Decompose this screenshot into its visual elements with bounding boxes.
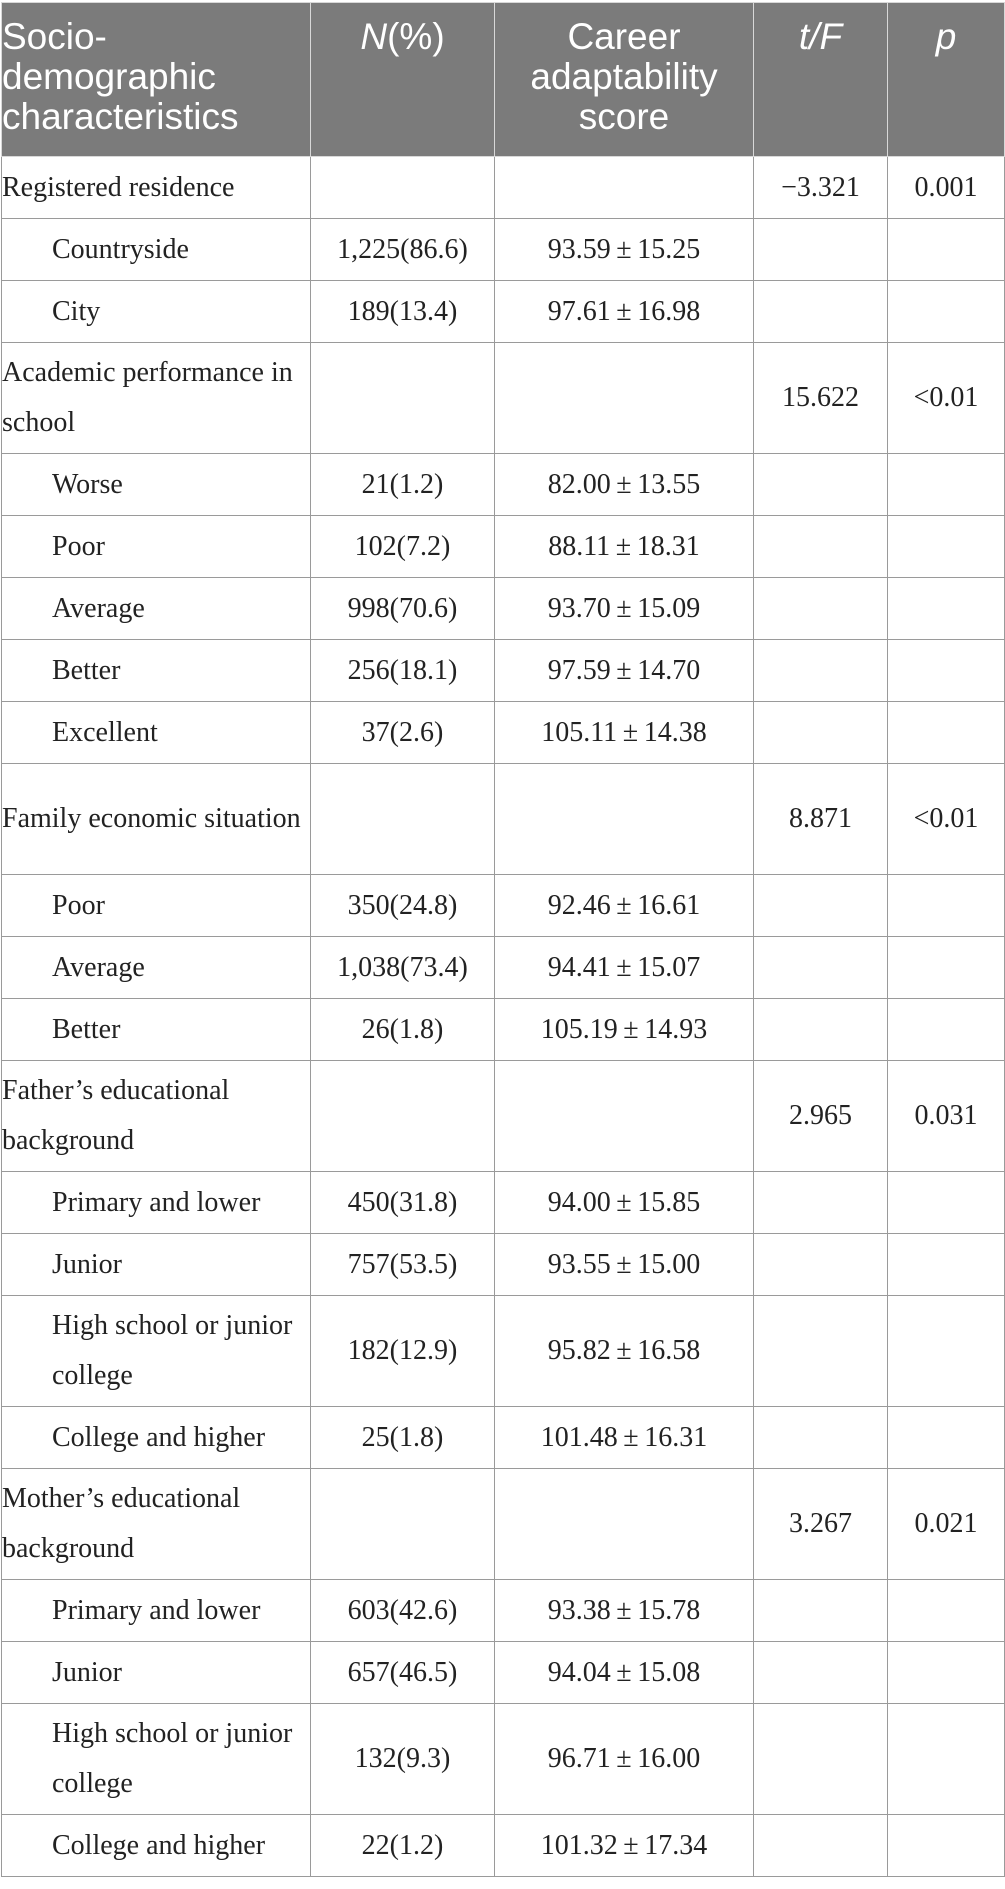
cell-t-f	[754, 937, 888, 999]
table-row	[2, 1704, 1005, 1815]
row-label: High school or junior college	[2, 1296, 311, 1407]
cell-t-f	[754, 1580, 888, 1642]
cell-n	[311, 157, 495, 219]
cell-p	[888, 1704, 1005, 1815]
cell-score: 95.82 ± 16.58	[495, 1296, 754, 1407]
row-label: Worse	[2, 454, 311, 516]
cell-t-f	[754, 640, 888, 702]
table-row	[2, 1407, 1005, 1469]
cell-t-f	[754, 1815, 888, 1877]
cell-score: 82.00 ± 13.55	[495, 454, 754, 516]
header-score: Career adaptability score	[495, 3, 754, 157]
cell-p	[888, 578, 1005, 640]
table-row	[2, 1172, 1005, 1234]
cell-p	[888, 640, 1005, 702]
cell-score: 88.11 ± 18.31	[495, 516, 754, 578]
cell-n: 37(2.6)	[311, 702, 495, 764]
cell-t-f	[754, 875, 888, 937]
header-n-letter: N	[360, 16, 388, 57]
cell-score: 93.70 ± 15.09	[495, 578, 754, 640]
cell-n: 998(70.6)	[311, 578, 495, 640]
row-label: Family economic situation	[2, 764, 311, 875]
table-row	[2, 157, 1005, 219]
row-label: Academic performance in school	[2, 343, 311, 454]
cell-p	[888, 516, 1005, 578]
cell-score: 94.41 ± 15.07	[495, 937, 754, 999]
cell-p	[888, 1815, 1005, 1877]
header-p: p	[888, 3, 1005, 157]
row-label: Better	[2, 999, 311, 1061]
cell-score: 93.55 ± 15.00	[495, 1234, 754, 1296]
table-row	[2, 1296, 1005, 1407]
cell-score	[495, 1061, 754, 1172]
cell-n	[311, 1061, 495, 1172]
table-row	[2, 1469, 1005, 1580]
cell-n: 132(9.3)	[311, 1704, 495, 1815]
cell-t-f	[754, 1172, 888, 1234]
cell-t-f	[754, 516, 888, 578]
row-label: Poor	[2, 516, 311, 578]
cell-score: 93.38 ± 15.78	[495, 1580, 754, 1642]
cell-t-f	[754, 454, 888, 516]
cell-t-f	[754, 1296, 888, 1407]
cell-n	[311, 764, 495, 875]
cell-n: 1,225(86.6)	[311, 219, 495, 281]
table-row	[2, 1815, 1005, 1877]
cell-p	[888, 1642, 1005, 1704]
header-t-f: t/F	[754, 3, 888, 157]
cell-p	[888, 1580, 1005, 1642]
cell-n: 189(13.4)	[311, 281, 495, 343]
cell-t-f: −3.321	[754, 157, 888, 219]
table-row	[2, 281, 1005, 343]
cell-t-f	[754, 578, 888, 640]
table-row	[2, 1061, 1005, 1172]
cell-p: <0.01	[888, 343, 1005, 454]
cell-n	[311, 343, 495, 454]
cell-t-f	[754, 702, 888, 764]
cell-t-f	[754, 999, 888, 1061]
header-percent: (%)	[387, 16, 445, 57]
row-label: Junior	[2, 1234, 311, 1296]
cell-p: <0.01	[888, 764, 1005, 875]
cell-t-f	[754, 1642, 888, 1704]
cell-score: 94.00 ± 15.85	[495, 1172, 754, 1234]
cell-n: 350(24.8)	[311, 875, 495, 937]
row-label: Junior	[2, 1642, 311, 1704]
table-row	[2, 219, 1005, 281]
table-row	[2, 999, 1005, 1061]
cell-p	[888, 1172, 1005, 1234]
row-label: College and higher	[2, 1407, 311, 1469]
row-label: Father’s educational background	[2, 1061, 311, 1172]
cell-p	[888, 1296, 1005, 1407]
row-label: Registered residence	[2, 157, 311, 219]
cell-t-f	[754, 1704, 888, 1815]
row-label: City	[2, 281, 311, 343]
cell-score: 93.59 ± 15.25	[495, 219, 754, 281]
cell-p	[888, 1407, 1005, 1469]
cell-p	[888, 219, 1005, 281]
row-label: Countryside	[2, 219, 311, 281]
cell-p: 0.031	[888, 1061, 1005, 1172]
row-label: Average	[2, 937, 311, 999]
cell-t-f	[754, 1234, 888, 1296]
row-label: Mother’s educational background	[2, 1469, 311, 1580]
table-row	[2, 640, 1005, 702]
cell-n: 21(1.2)	[311, 454, 495, 516]
cell-score: 94.04 ± 15.08	[495, 1642, 754, 1704]
cell-t-f: 2.965	[754, 1061, 888, 1172]
cell-p	[888, 1234, 1005, 1296]
cell-n: 603(42.6)	[311, 1580, 495, 1642]
table-row	[2, 343, 1005, 454]
table-row	[2, 1642, 1005, 1704]
cell-score	[495, 764, 754, 875]
cell-score	[495, 157, 754, 219]
cell-p	[888, 454, 1005, 516]
cell-n	[311, 1469, 495, 1580]
table-row	[2, 875, 1005, 937]
header-row	[2, 3, 1005, 157]
table-row	[2, 764, 1005, 875]
cell-score: 97.61 ± 16.98	[495, 281, 754, 343]
cell-t-f	[754, 1407, 888, 1469]
cell-score: 101.48 ± 16.31	[495, 1407, 754, 1469]
table-row	[2, 702, 1005, 764]
cell-n: 22(1.2)	[311, 1815, 495, 1877]
cell-n: 102(7.2)	[311, 516, 495, 578]
demographics-table	[1, 2, 1005, 1877]
cell-n: 256(18.1)	[311, 640, 495, 702]
row-label: Average	[2, 578, 311, 640]
row-label: Primary and lower	[2, 1580, 311, 1642]
row-label: Excellent	[2, 702, 311, 764]
row-label: College and higher	[2, 1815, 311, 1877]
cell-p	[888, 702, 1005, 764]
cell-n: 182(12.9)	[311, 1296, 495, 1407]
cell-t-f	[754, 281, 888, 343]
cell-score: 92.46 ± 16.61	[495, 875, 754, 937]
table-row	[2, 578, 1005, 640]
cell-p	[888, 281, 1005, 343]
row-label: Poor	[2, 875, 311, 937]
row-label: High school or junior college	[2, 1704, 311, 1815]
cell-t-f: 3.267	[754, 1469, 888, 1580]
cell-p: 0.001	[888, 157, 1005, 219]
cell-t-f: 8.871	[754, 764, 888, 875]
cell-n: 26(1.8)	[311, 999, 495, 1061]
cell-score: 105.11 ± 14.38	[495, 702, 754, 764]
table-row	[2, 937, 1005, 999]
cell-score	[495, 343, 754, 454]
row-label: Better	[2, 640, 311, 702]
cell-p	[888, 875, 1005, 937]
cell-n: 25(1.8)	[311, 1407, 495, 1469]
table-row	[2, 516, 1005, 578]
cell-n: 450(31.8)	[311, 1172, 495, 1234]
cell-score: 101.32 ± 17.34	[495, 1815, 754, 1877]
cell-n: 657(46.5)	[311, 1642, 495, 1704]
row-label: Primary and lower	[2, 1172, 311, 1234]
header-n-percent	[311, 3, 495, 157]
header-characteristics: Socio-demographic characteristics	[2, 3, 311, 157]
cell-p	[888, 999, 1005, 1061]
cell-score: 97.59 ± 14.70	[495, 640, 754, 702]
cell-p: 0.021	[888, 1469, 1005, 1580]
cell-score	[495, 1469, 754, 1580]
cell-t-f: 15.622	[754, 343, 888, 454]
cell-p	[888, 937, 1005, 999]
cell-n: 757(53.5)	[311, 1234, 495, 1296]
cell-t-f	[754, 219, 888, 281]
table-row	[2, 454, 1005, 516]
cell-n: 1,038(73.4)	[311, 937, 495, 999]
cell-score: 96.71 ± 16.00	[495, 1704, 754, 1815]
cell-score: 105.19 ± 14.93	[495, 999, 754, 1061]
table-row	[2, 1580, 1005, 1642]
table-row	[2, 1234, 1005, 1296]
